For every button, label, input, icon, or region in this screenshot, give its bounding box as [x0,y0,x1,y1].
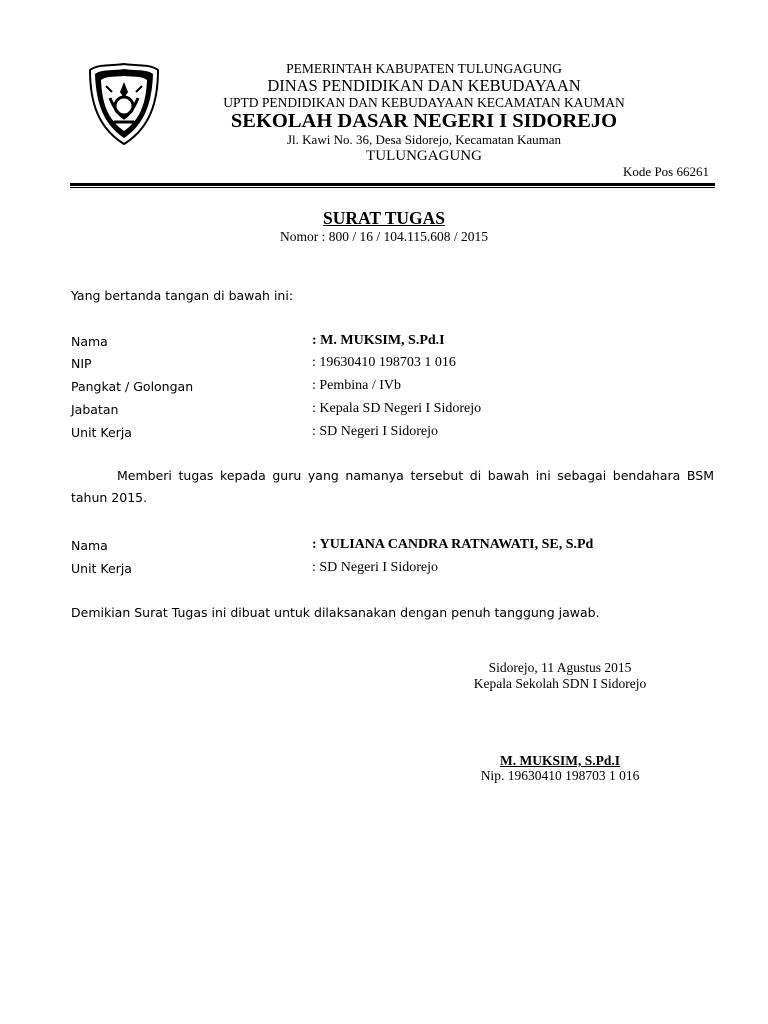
letterhead-government: PEMERINTAH KABUPATEN TULUNGAGUNG [286,61,562,76]
letterhead-divider [70,183,715,186]
signature-position: Kepala Sekolah SDN I Sidorejo [473,676,647,691]
signer-value-nip: : 19630410 198703 1 016 [312,355,456,370]
signature-nip: Nip. 19630410 198703 1 016 [480,768,640,783]
intro-text: Yang bertanda tangan di bawah ini: [71,288,294,303]
signer-label-rank: Pangkat / Golongan [71,379,194,394]
signer-label-unit: Unit Kerja [71,425,132,440]
letterhead-department: DINAS PENDIDIKAN DAN KEBUDAYAAN [267,76,581,95]
signature-place-date: Sidorejo, 11 Agustus 2015 [488,660,632,675]
letterhead-divider-thin [70,187,715,188]
letterhead-postal-code: Kode Pos 66261 [623,164,709,179]
signer-label-position: Jabatan [71,402,119,417]
assignee-value-name: : YULIANA CANDRA RATNAWATI, SE, S.Pd [312,537,594,552]
signer-value-rank: : Pembina / IVb [312,378,402,393]
signer-value-position: : Kepala SD Negeri I Sidorejo [312,401,482,416]
letterhead-city: TULUNGAGUNG [366,148,482,164]
letterhead-uptd: UPTD PENDIDIKAN DAN KEBUDAYAAN KECAMATAN KAUMAN [223,95,625,110]
letterhead-school-name: SEKOLAH DASAR NEGERI I SIDOREJO [230,110,618,132]
assignment-paragraph: Memberi tugas kepada guru yang namanya tersebut di bawah ini sebagai bendahara BSM tahun 2015. [71,468,714,505]
signer-value-name: : M. MUKSIM, S.Pd.I [312,333,445,348]
assignee-value-unit: : SD Negeri I Sidorejo [312,560,438,575]
letterhead-address: Jl. Kawi No. 36, Desa Sidorejo, Kecamatan Kauman [286,132,561,147]
assignee-label-unit: Unit Kerja [71,561,132,576]
closing-text: Demikian Surat Tugas ini dibuat untuk dilaksanakan dengan penuh tanggung jawab. [71,605,600,620]
signer-value-unit: : SD Negeri I Sidorejo [312,424,438,439]
letter-title: SURAT TUGAS [322,208,446,228]
signer-label-name: Nama [71,334,108,349]
regency-emblem-icon [88,62,160,146]
signer-label-nip: NIP [71,356,92,371]
signature-name: M. MUKSIM, S.Pd.I [499,753,620,768]
assignee-label-name: Nama [71,538,108,553]
letter-number: Nomor : 800 / 16 / 104.115.608 / 2015 [280,229,488,244]
